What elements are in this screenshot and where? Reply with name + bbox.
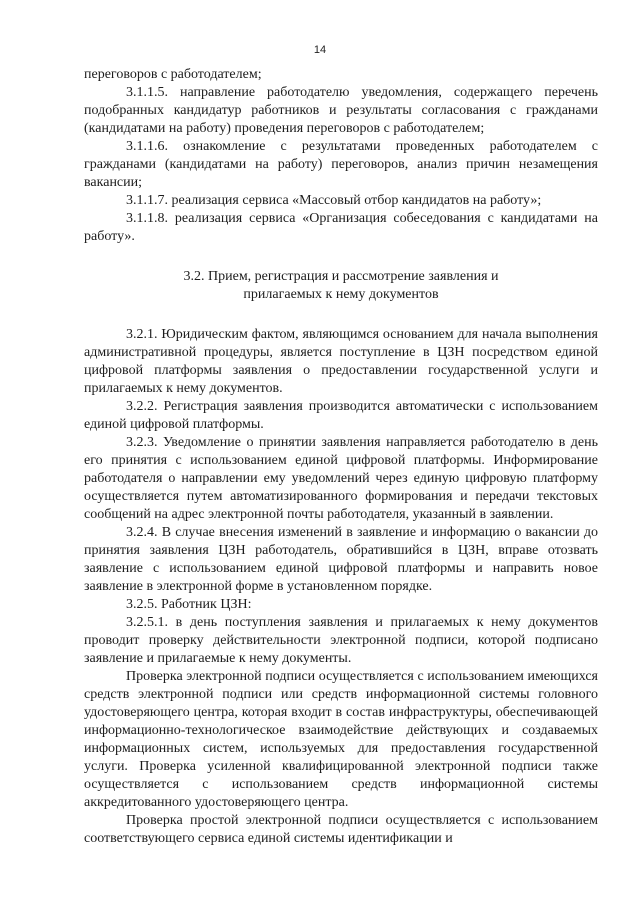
bottom-paragraphs [84,326,598,848]
page-number: 14 [313,44,327,56]
paragraph: 3.2.5. Работник ЦЗН: [126,597,252,612]
paragraph: 3.1.1.5. направление работодателю уведомления, содержащего перечень подобранных кандидатур работников и результаты согласования с гражданами (кандидатами на работу) проведения переговоров с работодателем; [84,85,598,136]
paragraph: переговоров с работодателем; [84,67,262,82]
paragraph: 3.2.4. В случае внесения изменений в заявление и информацию о вакансии до принятия заявления ЦЗН работодатель, обратившийся в ЦЗН, вправе отозвать заявление с использованием единой цифровой платформы и направить новое заявление в электронной форме в установленном порядке. [84,525,598,594]
top-paragraphs [84,66,598,246]
section-heading-line-2: прилагаемых к нему документов [243,287,439,302]
paragraph: 3.2.2. Регистрация заявления производится автоматически с использованием единой цифровой платформы. [84,399,598,432]
paragraph: 3.1.1.8. реализация сервиса «Организация собеседования с кандидатами на работу». [84,211,598,244]
section-heading [84,268,598,304]
paragraph: 3.2.1. Юридическим фактом, являющимся основанием для начала выполнения административной процедуры, является поступление в ЦЗН посредством единой цифровой платформы заявления о предоставлении государственной услуги и прилагаемых к нему документов. [84,327,598,396]
paragraph: 3.2.3. Уведомление о принятии заявления направляется работодателю в день его принятия с использованием единой цифровой платформы. Информирование работодателя о направлении ему уведомлений через единую цифровую платформу осуществляется путем автоматизированного формирования и передачи текстовых сообщений на адрес электронной почты работодателя, указанный в заявлении. [84,435,598,522]
paragraph: Проверка простой электронной подписи осуществляется с использованием соответствующего сервиса единой системы идентификации и [84,813,598,846]
document-body [84,66,598,848]
section-heading-line-1: 3.2. Прием, регистрация и рассмотрение заявления и [183,269,499,284]
paragraph: 3.1.1.7. реализация сервиса «Массовый отбор кандидатов на работу»; [126,193,542,208]
paragraph: 3.1.1.6. ознакомление с результатами проведенных работодателем с гражданами (кандидатами на работу) переговоров, анализ причин незамещения вакансии; [84,139,598,190]
paragraph: 3.2.5.1. в день поступления заявления и прилагаемых к нему документов проводит проверку действительности электронной подписи, которой подписано заявление и прилагаемые к нему документы. [84,615,598,666]
paragraph: Проверка электронной подписи осуществляется с использованием имеющихся средств электронной подписи или средств информационной системы головного удостоверяющего центра, которая входит в состав инфраструктуры, обеспечивающей информационно-технологическое взаимодействие действующих и создаваемых информационных систем, используемых для предоставления государственной услуги. Проверка усиленной квалифицированной электронной подписи также осуществляется с использованием средств информационной системы аккредитованного удостоверяющего центра. [84,669,598,810]
